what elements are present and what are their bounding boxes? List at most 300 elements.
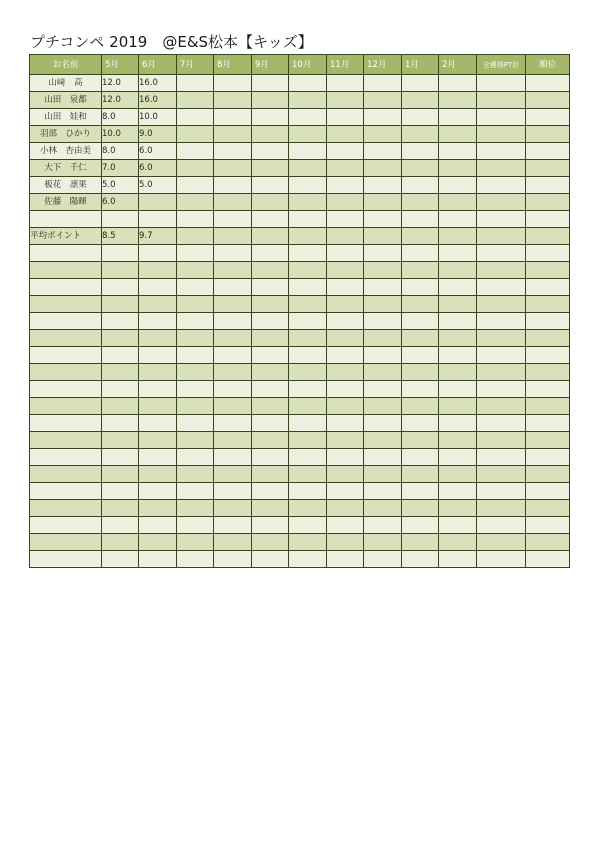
empty-cell bbox=[289, 313, 327, 330]
empty-cell bbox=[177, 381, 214, 398]
rank-cell bbox=[526, 194, 570, 211]
empty-cell bbox=[526, 381, 570, 398]
empty-cell bbox=[177, 483, 214, 500]
empty-cell bbox=[477, 432, 526, 449]
empty-cell bbox=[177, 500, 214, 517]
empty-cell bbox=[526, 415, 570, 432]
empty-cell bbox=[364, 262, 402, 279]
score-cell bbox=[364, 194, 402, 211]
empty-cell bbox=[289, 330, 327, 347]
score-cell: 8.0 bbox=[102, 143, 139, 160]
empty-cell bbox=[139, 449, 177, 466]
empty-cell bbox=[526, 483, 570, 500]
empty-cell bbox=[364, 330, 402, 347]
empty-cell bbox=[177, 517, 214, 534]
empty-cell bbox=[364, 534, 402, 551]
empty-cell bbox=[289, 347, 327, 364]
empty-cell bbox=[30, 381, 102, 398]
empty-cell bbox=[402, 551, 439, 568]
empty-cell bbox=[364, 398, 402, 415]
score-cell bbox=[327, 194, 364, 211]
empty-cell bbox=[102, 262, 139, 279]
empty-cell bbox=[252, 415, 289, 432]
score-cell bbox=[289, 160, 327, 177]
empty-cell bbox=[402, 466, 439, 483]
score-table bbox=[29, 54, 570, 568]
empty-cell bbox=[30, 347, 102, 364]
empty-cell bbox=[30, 500, 102, 517]
empty-row bbox=[30, 279, 570, 296]
score-cell: 6.0 bbox=[139, 160, 177, 177]
table-row bbox=[30, 75, 570, 92]
empty-cell bbox=[526, 313, 570, 330]
score-cell: 5.0 bbox=[102, 177, 139, 194]
empty-cell bbox=[364, 449, 402, 466]
empty-cell bbox=[30, 534, 102, 551]
empty-cell bbox=[477, 381, 526, 398]
score-cell bbox=[177, 126, 214, 143]
empty-cell bbox=[289, 500, 327, 517]
empty-cell bbox=[364, 415, 402, 432]
empty-cell bbox=[439, 415, 477, 432]
empty-cell bbox=[526, 500, 570, 517]
header-total: 全獲得PT計 bbox=[477, 55, 526, 75]
score-cell bbox=[252, 126, 289, 143]
empty-cell bbox=[214, 415, 252, 432]
empty-cell bbox=[139, 330, 177, 347]
empty-cell bbox=[439, 500, 477, 517]
empty-cell bbox=[364, 466, 402, 483]
score-cell bbox=[327, 75, 364, 92]
empty-cell bbox=[252, 517, 289, 534]
empty-cell bbox=[477, 500, 526, 517]
empty-cell bbox=[214, 551, 252, 568]
empty-cell bbox=[177, 364, 214, 381]
table-row bbox=[30, 143, 570, 160]
average-value-cell bbox=[177, 228, 214, 245]
table-row bbox=[30, 126, 570, 143]
empty-cell bbox=[402, 262, 439, 279]
empty-cell bbox=[477, 347, 526, 364]
table-row bbox=[30, 109, 570, 126]
empty-cell bbox=[177, 330, 214, 347]
empty-cell bbox=[214, 466, 252, 483]
empty-cell bbox=[327, 381, 364, 398]
score-cell bbox=[289, 92, 327, 109]
table-row bbox=[30, 177, 570, 194]
empty-cell bbox=[214, 347, 252, 364]
empty-cell bbox=[327, 398, 364, 415]
empty-cell bbox=[102, 381, 139, 398]
empty-cell bbox=[439, 245, 477, 262]
empty-cell bbox=[327, 449, 364, 466]
empty-cell bbox=[139, 551, 177, 568]
empty-cell bbox=[30, 279, 102, 296]
header-rank: 順位 bbox=[526, 55, 570, 75]
empty-cell bbox=[30, 483, 102, 500]
empty-cell bbox=[252, 432, 289, 449]
score-cell bbox=[402, 177, 439, 194]
empty-cell bbox=[289, 449, 327, 466]
empty-cell bbox=[102, 466, 139, 483]
empty-cell bbox=[252, 398, 289, 415]
average-row bbox=[30, 228, 570, 245]
score-cell bbox=[439, 177, 477, 194]
empty-cell bbox=[102, 313, 139, 330]
player-name-cell: 羽部 ひかり bbox=[30, 126, 102, 143]
score-cell bbox=[439, 75, 477, 92]
score-cell bbox=[177, 75, 214, 92]
empty-row bbox=[30, 500, 570, 517]
empty-cell bbox=[177, 245, 214, 262]
empty-cell bbox=[327, 517, 364, 534]
empty-row bbox=[30, 313, 570, 330]
empty-cell bbox=[252, 381, 289, 398]
average-value-cell bbox=[439, 228, 477, 245]
empty-cell bbox=[327, 534, 364, 551]
header-month: 1月 bbox=[402, 55, 439, 75]
empty-cell bbox=[102, 211, 139, 228]
empty-cell bbox=[526, 449, 570, 466]
empty-cell bbox=[30, 211, 102, 228]
empty-cell bbox=[139, 347, 177, 364]
empty-cell bbox=[214, 262, 252, 279]
empty-cell bbox=[177, 279, 214, 296]
header-month: 9月 bbox=[252, 55, 289, 75]
empty-cell bbox=[30, 330, 102, 347]
empty-row bbox=[30, 381, 570, 398]
empty-cell bbox=[439, 483, 477, 500]
empty-cell bbox=[526, 262, 570, 279]
empty-cell bbox=[102, 517, 139, 534]
score-cell bbox=[177, 194, 214, 211]
empty-cell bbox=[102, 432, 139, 449]
empty-cell bbox=[139, 211, 177, 228]
score-cell bbox=[289, 75, 327, 92]
empty-cell bbox=[252, 551, 289, 568]
empty-cell bbox=[402, 483, 439, 500]
average-value-cell bbox=[402, 228, 439, 245]
empty-cell bbox=[214, 211, 252, 228]
empty-cell bbox=[439, 296, 477, 313]
empty-cell bbox=[477, 466, 526, 483]
empty-cell bbox=[102, 364, 139, 381]
header-name: お名前 bbox=[30, 55, 102, 75]
table-row bbox=[30, 160, 570, 177]
empty-cell bbox=[102, 534, 139, 551]
empty-cell bbox=[177, 262, 214, 279]
empty-cell bbox=[252, 211, 289, 228]
empty-row bbox=[30, 398, 570, 415]
empty-cell bbox=[477, 262, 526, 279]
empty-cell bbox=[439, 279, 477, 296]
score-cell bbox=[402, 194, 439, 211]
empty-cell bbox=[327, 262, 364, 279]
empty-cell bbox=[102, 296, 139, 313]
empty-cell bbox=[139, 432, 177, 449]
empty-cell bbox=[214, 313, 252, 330]
score-cell bbox=[364, 75, 402, 92]
average-value-cell bbox=[364, 228, 402, 245]
empty-cell bbox=[364, 432, 402, 449]
empty-cell bbox=[439, 432, 477, 449]
empty-cell bbox=[102, 330, 139, 347]
empty-cell bbox=[102, 449, 139, 466]
empty-cell bbox=[102, 500, 139, 517]
empty-cell bbox=[439, 517, 477, 534]
score-cell bbox=[177, 143, 214, 160]
empty-cell bbox=[289, 415, 327, 432]
empty-cell bbox=[439, 381, 477, 398]
empty-cell bbox=[402, 330, 439, 347]
empty-cell bbox=[139, 245, 177, 262]
empty-cell bbox=[139, 534, 177, 551]
score-cell bbox=[327, 109, 364, 126]
empty-cell bbox=[477, 449, 526, 466]
empty-cell bbox=[327, 245, 364, 262]
empty-cell bbox=[177, 551, 214, 568]
empty-cell bbox=[177, 296, 214, 313]
empty-cell bbox=[177, 211, 214, 228]
empty-cell bbox=[402, 500, 439, 517]
player-name-cell: 小林 杏由美 bbox=[30, 143, 102, 160]
empty-cell bbox=[289, 262, 327, 279]
empty-cell bbox=[252, 500, 289, 517]
empty-row bbox=[30, 347, 570, 364]
empty-row bbox=[30, 551, 570, 568]
empty-cell bbox=[439, 347, 477, 364]
empty-cell bbox=[402, 517, 439, 534]
empty-row bbox=[30, 449, 570, 466]
score-cell bbox=[252, 92, 289, 109]
empty-cell bbox=[289, 534, 327, 551]
empty-row bbox=[30, 330, 570, 347]
empty-cell bbox=[30, 364, 102, 381]
score-cell bbox=[402, 126, 439, 143]
score-cell bbox=[252, 75, 289, 92]
score-cell bbox=[214, 143, 252, 160]
empty-cell bbox=[439, 364, 477, 381]
empty-cell bbox=[327, 500, 364, 517]
rank-cell bbox=[526, 143, 570, 160]
empty-cell bbox=[327, 211, 364, 228]
empty-cell bbox=[327, 364, 364, 381]
empty-cell bbox=[526, 279, 570, 296]
empty-row bbox=[30, 296, 570, 313]
empty-cell bbox=[139, 398, 177, 415]
empty-cell bbox=[477, 551, 526, 568]
empty-row bbox=[30, 415, 570, 432]
empty-cell bbox=[214, 245, 252, 262]
score-cell bbox=[439, 126, 477, 143]
player-name-cell: 山田 泉都 bbox=[30, 92, 102, 109]
score-cell: 10.0 bbox=[139, 109, 177, 126]
empty-cell bbox=[139, 381, 177, 398]
score-cell bbox=[402, 109, 439, 126]
empty-cell bbox=[526, 245, 570, 262]
score-cell: 10.0 bbox=[102, 126, 139, 143]
empty-row bbox=[30, 364, 570, 381]
empty-cell bbox=[477, 534, 526, 551]
empty-cell bbox=[526, 534, 570, 551]
empty-row bbox=[30, 245, 570, 262]
score-cell: 12.0 bbox=[102, 92, 139, 109]
header-month: 11月 bbox=[327, 55, 364, 75]
empty-cell bbox=[177, 313, 214, 330]
score-cell bbox=[214, 177, 252, 194]
empty-cell bbox=[289, 398, 327, 415]
score-cell bbox=[364, 126, 402, 143]
empty-cell bbox=[402, 296, 439, 313]
empty-cell bbox=[364, 313, 402, 330]
empty-cell bbox=[289, 364, 327, 381]
total-cell bbox=[477, 177, 526, 194]
empty-cell bbox=[102, 279, 139, 296]
empty-cell bbox=[402, 347, 439, 364]
empty-cell bbox=[327, 279, 364, 296]
score-cell bbox=[364, 92, 402, 109]
empty-cell bbox=[177, 466, 214, 483]
empty-cell bbox=[30, 517, 102, 534]
empty-cell bbox=[252, 347, 289, 364]
empty-cell bbox=[402, 432, 439, 449]
empty-cell bbox=[364, 211, 402, 228]
rank-cell bbox=[526, 75, 570, 92]
header-row bbox=[30, 55, 570, 75]
empty-cell bbox=[364, 551, 402, 568]
empty-cell bbox=[402, 415, 439, 432]
empty-cell bbox=[177, 534, 214, 551]
empty-cell bbox=[214, 330, 252, 347]
average-value-cell bbox=[289, 228, 327, 245]
empty-cell bbox=[439, 466, 477, 483]
score-cell: 5.0 bbox=[139, 177, 177, 194]
empty-cell bbox=[177, 449, 214, 466]
empty-cell bbox=[526, 211, 570, 228]
empty-cell bbox=[289, 432, 327, 449]
score-cell bbox=[214, 194, 252, 211]
empty-cell bbox=[289, 381, 327, 398]
average-value-cell: 8.5 bbox=[102, 228, 139, 245]
empty-cell bbox=[252, 262, 289, 279]
empty-cell bbox=[289, 466, 327, 483]
empty-cell bbox=[526, 364, 570, 381]
empty-cell bbox=[289, 296, 327, 313]
score-cell bbox=[289, 194, 327, 211]
score-cell bbox=[289, 126, 327, 143]
empty-cell bbox=[30, 296, 102, 313]
score-cell bbox=[327, 126, 364, 143]
empty-cell bbox=[364, 500, 402, 517]
empty-cell bbox=[364, 381, 402, 398]
empty-cell bbox=[327, 466, 364, 483]
average-label: 平均ポイント bbox=[30, 228, 102, 245]
empty-cell bbox=[526, 398, 570, 415]
empty-cell bbox=[252, 330, 289, 347]
empty-row bbox=[30, 517, 570, 534]
score-cell: 6.0 bbox=[139, 143, 177, 160]
empty-cell bbox=[177, 415, 214, 432]
score-cell bbox=[177, 160, 214, 177]
empty-cell bbox=[402, 534, 439, 551]
empty-cell bbox=[214, 534, 252, 551]
empty-cell bbox=[289, 211, 327, 228]
score-cell bbox=[439, 160, 477, 177]
score-cell bbox=[252, 177, 289, 194]
empty-cell bbox=[439, 551, 477, 568]
empty-cell bbox=[252, 483, 289, 500]
empty-cell bbox=[477, 279, 526, 296]
empty-cell bbox=[526, 347, 570, 364]
total-cell bbox=[477, 160, 526, 177]
score-cell bbox=[177, 92, 214, 109]
empty-cell bbox=[402, 245, 439, 262]
header-month: 10月 bbox=[289, 55, 327, 75]
score-cell: 8.0 bbox=[102, 109, 139, 126]
empty-cell bbox=[364, 245, 402, 262]
score-cell bbox=[439, 109, 477, 126]
score-cell bbox=[402, 160, 439, 177]
score-cell: 16.0 bbox=[139, 75, 177, 92]
empty-cell bbox=[252, 449, 289, 466]
empty-cell bbox=[30, 432, 102, 449]
empty-row bbox=[30, 432, 570, 449]
empty-cell bbox=[102, 483, 139, 500]
score-cell bbox=[139, 194, 177, 211]
empty-cell bbox=[477, 228, 526, 245]
header-month: 5月 bbox=[102, 55, 139, 75]
header-month: 7月 bbox=[177, 55, 214, 75]
empty-cell bbox=[30, 551, 102, 568]
player-name-cell: 板花 凛果 bbox=[30, 177, 102, 194]
score-cell bbox=[327, 92, 364, 109]
score-cell bbox=[364, 160, 402, 177]
empty-cell bbox=[526, 551, 570, 568]
empty-cell bbox=[139, 466, 177, 483]
total-cell bbox=[477, 126, 526, 143]
score-cell bbox=[214, 75, 252, 92]
empty-cell bbox=[477, 483, 526, 500]
empty-cell bbox=[214, 296, 252, 313]
average-value-cell bbox=[327, 228, 364, 245]
empty-cell bbox=[477, 313, 526, 330]
average-value-cell: 9.7 bbox=[139, 228, 177, 245]
total-cell bbox=[477, 92, 526, 109]
empty-cell bbox=[439, 313, 477, 330]
table-row bbox=[30, 194, 570, 211]
empty-cell bbox=[364, 517, 402, 534]
score-cell bbox=[402, 143, 439, 160]
empty-row bbox=[30, 534, 570, 551]
empty-cell bbox=[439, 398, 477, 415]
header-month: 8月 bbox=[214, 55, 252, 75]
empty-cell bbox=[252, 279, 289, 296]
empty-row bbox=[30, 262, 570, 279]
empty-row bbox=[30, 466, 570, 483]
score-cell: 9.0 bbox=[139, 126, 177, 143]
empty-cell bbox=[402, 449, 439, 466]
empty-cell bbox=[30, 449, 102, 466]
empty-cell bbox=[477, 330, 526, 347]
empty-cell bbox=[327, 296, 364, 313]
empty-cell bbox=[30, 262, 102, 279]
header-month: 6月 bbox=[139, 55, 177, 75]
empty-cell bbox=[327, 330, 364, 347]
empty-cell bbox=[439, 534, 477, 551]
empty-cell bbox=[477, 245, 526, 262]
empty-cell bbox=[327, 415, 364, 432]
empty-cell bbox=[30, 398, 102, 415]
